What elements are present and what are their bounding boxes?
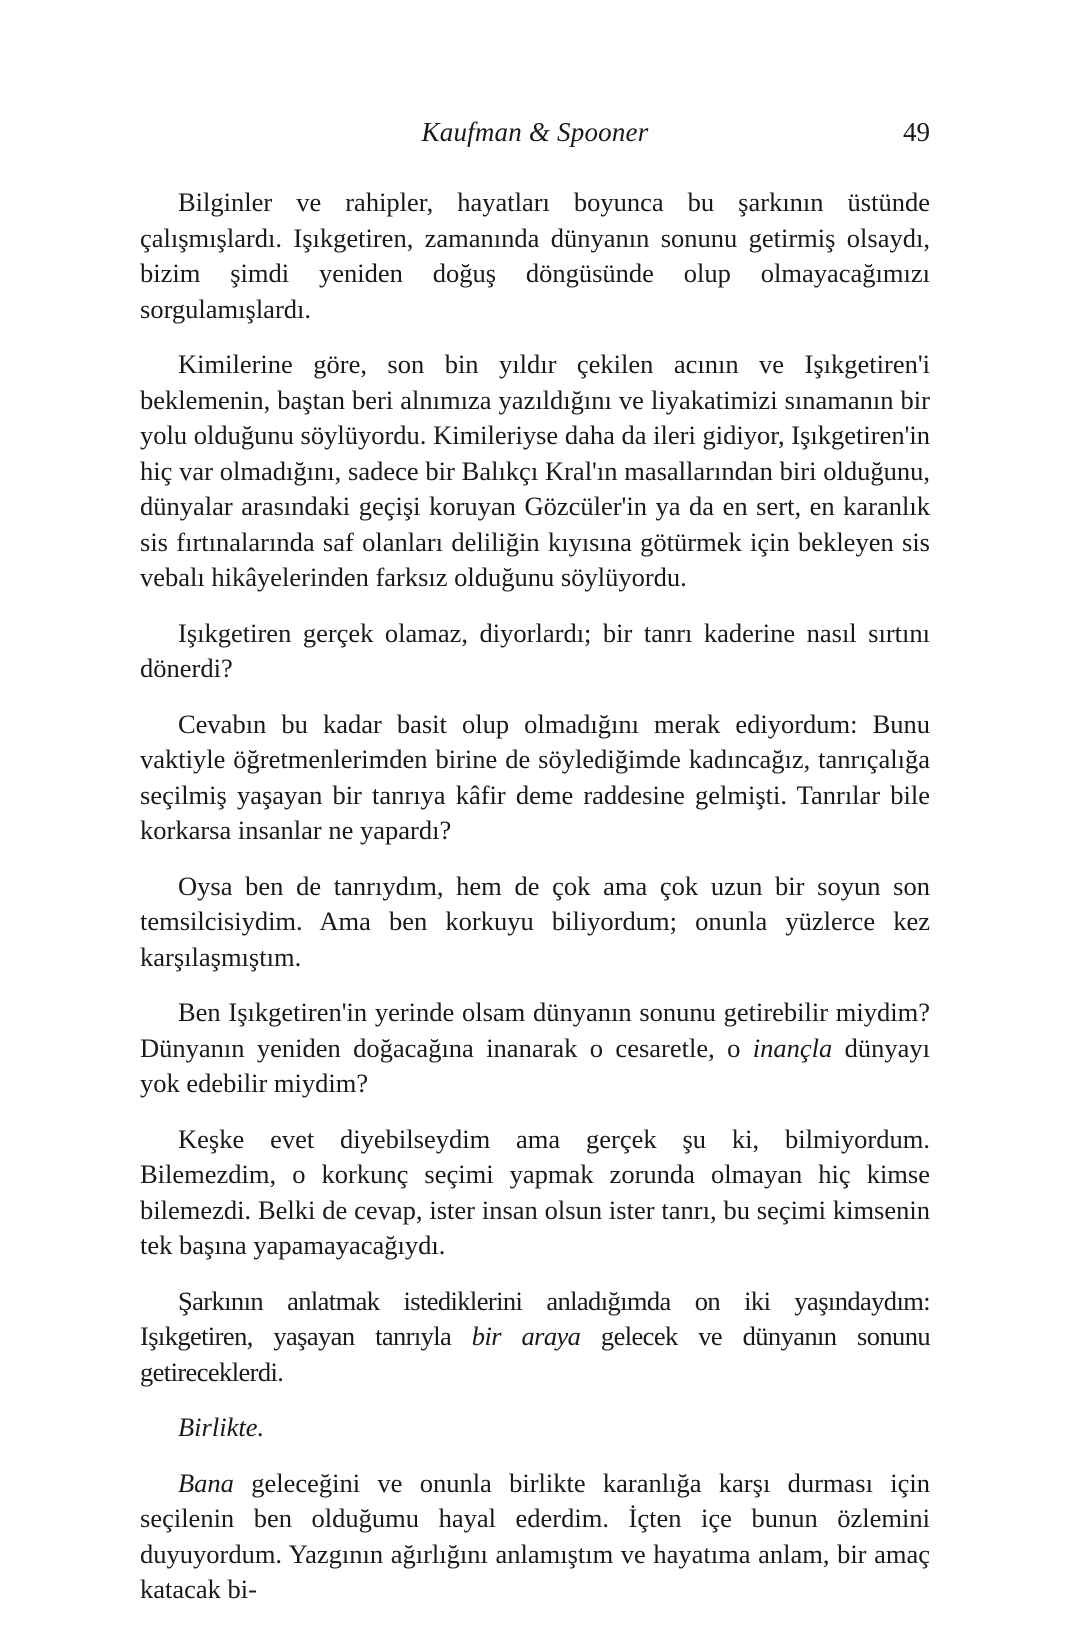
paragraph-10: [140, 1466, 930, 1608]
paragraph-3: Işıkgetiren gerçek olamaz, diyorlardı; bir tanrı kaderine nasıl sırtını dönerdi?: [140, 617, 930, 683]
paragraph-6-text-before: Ben Işıkgetiren'in yerinde olsam dünyanın sonunu getirebilir miydim? Dünyanın yeniden doğacağına inanarak o cesaretle, o: [140, 997, 930, 1063]
paragraph-5: Oysa ben de tanrıydım, hem de çok ama çok uzun bir soyun son temsilcisiydim. Ama ben korkuyu biliyordum; onunla yüzlerce kez karşılaşmıştım.: [140, 870, 930, 972]
body-text: [140, 185, 930, 1608]
paragraph-9-emphasis: Birlikte.: [178, 1412, 265, 1442]
paragraph-4: Cevabın bu kadar basit olup olmadığını merak ediyordum: Bunu vaktiyle öğretmenlerimden birine de söylediğimde kadıncağız, tanrıçalığa seçilmiş yaşayan bir tanrıya kâfir deme raddesine gelmişti. Tanrılar bile korkarsa insanlar ne yapardı?: [140, 708, 930, 845]
page-number: 49: [903, 117, 930, 147]
paragraph-9: [140, 1410, 930, 1446]
paragraph-6: [140, 995, 930, 1102]
paragraph-6-text-after: dünyayı yok edebilir miydim?: [140, 1032, 930, 1098]
page-header: [140, 112, 930, 152]
paragraph-2: Kimilerine göre, son bin yıldır çekilen acının ve Işıkgetiren'i beklemenin, baştan beri alnımıza yazıldığını ve liyakatimizi sınamanın bir yolu olduğunu söylüyordu. Kimileriyse daha da ileri gidiyor, Işıkgetiren'in hiç var olmadığını, sadece bir Balıkçı Kral'ın masallarından biri olduğunu, dünyalar arasındaki geçişi koruyan Gözcüler'in ya da en sert, en karanlık sis fırtınalarında saf olanları deliliğin kıyısına götürmek için bekleyen sis vebalı hikâyelerinden farksız olduğunu söylüyordu.: [140, 349, 930, 592]
paragraph-8: [140, 1284, 930, 1391]
running-title: Kaufman & Spooner: [421, 117, 649, 147]
paragraph-8-text-before: Şarkının anlatmak istediklerini anladığımda on iki yaşındaydım: Işıkgetiren, yaşayan tanrıyla: [140, 1285, 930, 1351]
paragraph-7: Keşke evet diyebilseydim ama gerçek şu ki, bilmiyordum. Bilemezdim, o korkunç seçimi yapmak zorunda olmayan hiç kimse bilemezdi. Belki de cevap, ister insan olsun ister tanrı, bu seçimi kimsenin tek başına yapamayacağıydı.: [140, 1123, 930, 1260]
paragraph-10-text-after: geleceğini ve onunla birlikte karanlığa karşı durması için seçilenin ben olduğumu hayal ederdim. İçten içe bunun özlemini duyuyordum. Yazgının ağırlığını anlamıştım ve hayatıma anlam, bir amaç katacak bi-: [140, 1467, 930, 1604]
paragraph-6-emphasis: inançla: [752, 1032, 833, 1063]
paragraph-10-emphasis: Bana: [178, 1467, 234, 1498]
paragraph-1: Bilginler ve rahipler, hayatları boyunca bu şarkının üstünde çalışmışlardı. Işıkgetiren, zamanında dünyanın sonunu getirmiş olsaydı, bizim şimdi yeniden doğuş döngüsünde olup olmayacağımızı sorgulamışlardı.: [140, 187, 930, 324]
paragraph-8-text-after: gelecek ve dünyanın sonunu getireceklerdi.: [140, 1321, 930, 1387]
paragraph-8-emphasis: bir araya: [471, 1321, 581, 1351]
